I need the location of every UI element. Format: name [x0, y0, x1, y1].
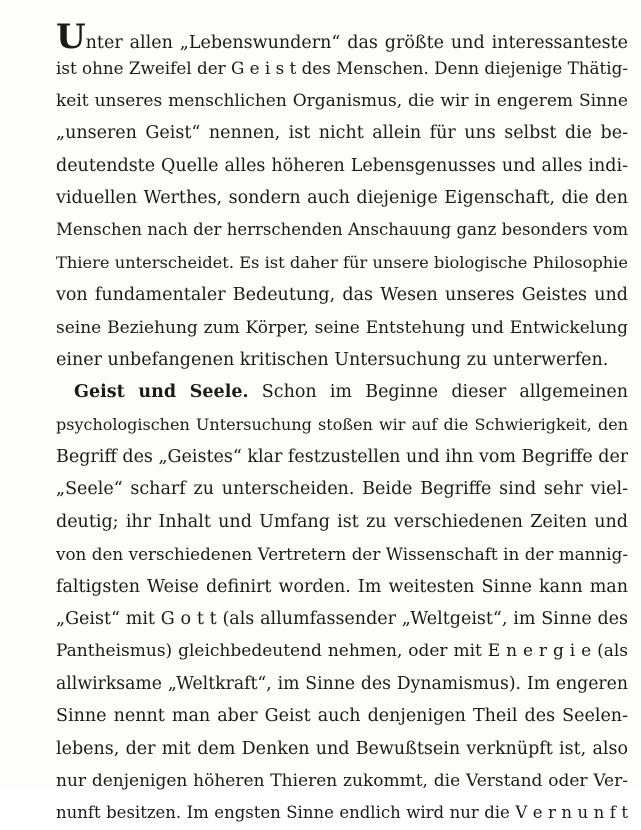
text-line: von fundamentaler Bedeutung, das Wesen unseres Geistes und: [56, 285, 628, 306]
text-line: ist ohne Zweifel der G e i s t des Menschen. Denn diejenige Thätig-: [56, 58, 628, 79]
first-line-text: Schon im Beginne dieser allgemeinen: [261, 382, 628, 403]
text-line: Thiere unterscheidet. Es ist daher für unsere biologische Philosophie: [56, 252, 628, 272]
text-line: „Geist“ mit G o t t (als allumfassender „Weltgeist“, im Sinne des: [56, 609, 628, 630]
text-line: Sinne nennt man aber Geist auch denjenigen Theil des Seelen-: [56, 706, 628, 727]
text-line: Begriff des „Geistes“ klar festzustellen und ihn vom Begriffe der: [56, 447, 628, 468]
text-line: [56, 376, 628, 408]
drop-cap-initial: U: [56, 20, 86, 53]
text-line: „unseren Geist“ nennen, ist nicht allein für uns selbst die be-: [56, 123, 628, 144]
first-line-text: nter allen „Lebenswundern“ das größte und interessanteste: [85, 33, 628, 53]
text-line: viduellen Werthes, sondern auch diejenige Eigenschaft, die den: [56, 187, 628, 208]
text-line: psychologischen Untersuchung stoßen wir auf die Schwierigkeit, den: [56, 414, 628, 434]
text-line: deutig; ihr Inhalt und Umfang ist zu verschiedenen Zeiten und: [56, 511, 628, 532]
text-line: faltigsten Weise definirt worden. Im weitesten Sinne kann man: [56, 576, 628, 597]
text-line: seine Beziehung zum Körper, seine Entstehung und Entwickelung: [56, 317, 628, 338]
text-line: „Seele“ scharf zu unterscheiden. Beide Begriffe sind sehr viel-: [56, 479, 628, 500]
text-line: Pantheismus) gleichbedeutend nehmen, oder mit E n e r g i e (als: [56, 641, 628, 662]
page-text: [56, 20, 628, 830]
text-line: nunft besitzen. Im engsten Sinne endlich wird nur die V e r n u n f t: [56, 803, 628, 823]
text-line: deutendste Quelle alles höheren Lebensgenusses und alles indi-: [56, 155, 628, 176]
text-line: allwirksame „Weltkraft“, im Sinne des Dynamismus). Im engeren: [56, 673, 628, 694]
text-line: Menschen nach der herrschenden Anschauung ganz besonders vom: [56, 220, 628, 240]
text-line: keit unseres menschlichen Organismus, die wir in engerem Sinne: [56, 90, 628, 111]
text-line: [56, 20, 628, 52]
text-line: lebens, der mit dem Denken und Bewußtsein verknüpft ist, also: [56, 738, 628, 759]
section-heading: Geist und Seele.: [74, 382, 249, 403]
text-line: nur denjenigen höheren Thieren zukommt, die Verstand oder Ver-: [56, 770, 628, 791]
text-line: von den verschiedenen Vertretern der Wissenschaft in der mannig-: [56, 544, 628, 565]
text-line: einer unbefangenen kritischen Untersuchung zu unterwerfen.: [56, 349, 609, 370]
